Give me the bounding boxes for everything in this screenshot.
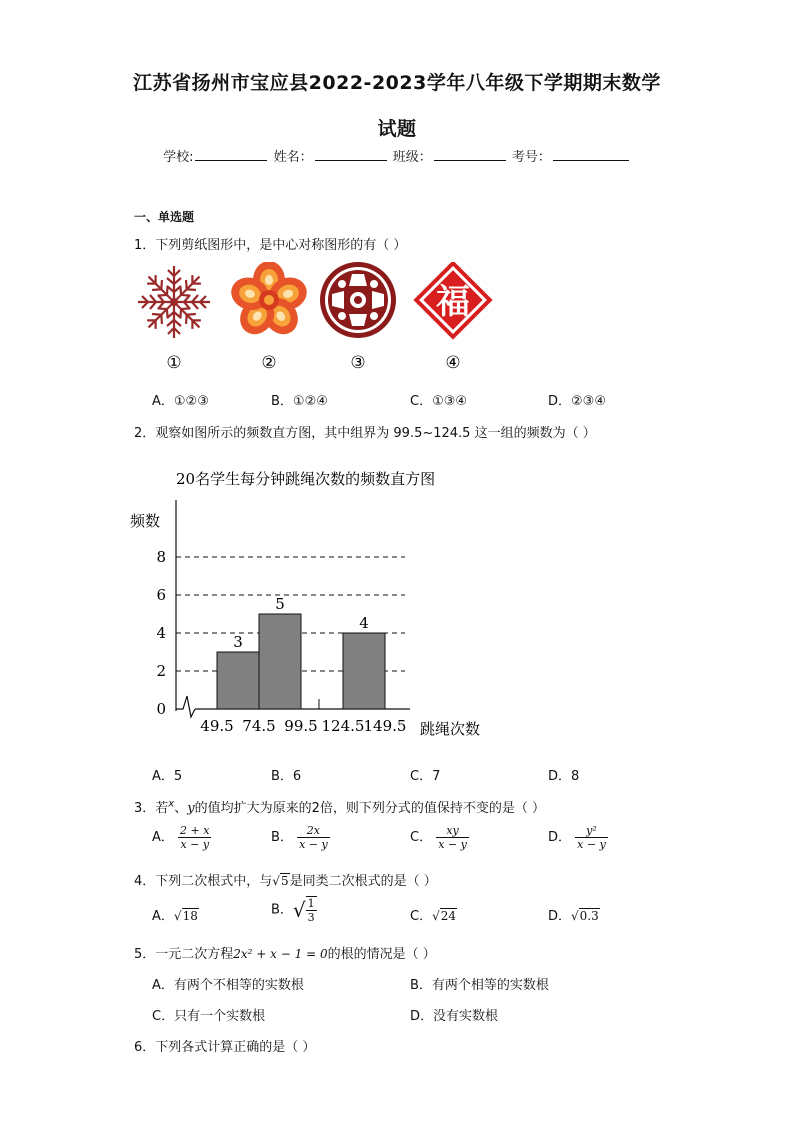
q4-frac-b [306, 896, 317, 924]
page-title: 江苏省扬州市宝应县2022-2023学年八年级下学期期末数学 [133, 72, 661, 94]
x-tick-label: 149.5 [363, 717, 407, 735]
flower-figure [227, 262, 311, 341]
q4-stem-b: 是同类二次根式的是（ ） [289, 874, 437, 889]
class-label: 班级： [392, 150, 432, 165]
q1-figures [132, 262, 502, 374]
q4-option-b[interactable] [271, 896, 317, 924]
q1-option-d[interactable]: D．②③④ [548, 394, 606, 409]
class-blank[interactable] [434, 148, 506, 161]
q3-option-a[interactable] [152, 824, 211, 851]
q4-stem-a: 4．下列二次根式中，与 [134, 874, 273, 889]
q5-option-a[interactable]: A．有两个不相等的实数根 [152, 978, 304, 993]
q3-den-d: x − y [577, 838, 606, 851]
q3-den-a: x − y [180, 838, 210, 851]
histogram-chart [120, 460, 520, 750]
q4-radicand-d: 0.3 [579, 909, 599, 923]
q3-num-d: y² [586, 824, 597, 837]
y-axis-label: 频数 [130, 512, 161, 530]
q3-frac-b [297, 824, 330, 851]
fu-character: 福 [436, 282, 470, 322]
x-tick-label: 124.5 [321, 717, 365, 735]
q4-label-c: C． [410, 909, 433, 924]
section-heading: 一、单选题 [134, 210, 195, 224]
figure-label-3: ③ [350, 353, 366, 373]
q4-label-b: B． [271, 902, 293, 918]
q2-option-b[interactable]: B．6 [271, 769, 302, 784]
q4-sqrt-a: √18 [173, 909, 198, 923]
school-blank[interactable] [195, 148, 267, 161]
y-tick-label: 2 [156, 662, 166, 680]
y-tick-label: 4 [156, 624, 166, 642]
q3-frac-a [178, 824, 211, 851]
x-tick-label: 49.5 [200, 717, 234, 735]
q4-stem [134, 870, 437, 889]
q5-option-d[interactable]: D．没有实数根 [410, 1009, 499, 1024]
q6-stem: 6．下列各式计算正确的是（ ） [134, 1040, 316, 1055]
q1-option-c[interactable]: C．①③④ [410, 394, 468, 409]
y-tick-label: 0 [156, 700, 166, 718]
y-tick-label: 8 [156, 548, 166, 566]
q3-label-d: D． [548, 830, 572, 845]
q4-radicand-c: 24 [440, 909, 457, 923]
student-info-line [0, 146, 794, 165]
name-blank[interactable] [315, 148, 387, 161]
q3-option-c[interactable] [410, 824, 469, 851]
q3-den-c: x − y [438, 838, 467, 851]
snowflake-figure [138, 266, 210, 338]
figure-label-2: ② [261, 353, 277, 373]
q4-label-d: D． [548, 909, 572, 924]
fu-figure [413, 262, 492, 340]
q4-frac-den: 3 [307, 911, 315, 924]
histogram-bar [343, 633, 385, 709]
histogram-bar [217, 652, 259, 709]
q3-sep: 、 [174, 801, 188, 816]
figure-label-1: ① [166, 353, 182, 373]
q3-label-c: C． [410, 830, 433, 845]
q4-option-c[interactable] [410, 905, 457, 924]
x-tick-label: 74.5 [242, 717, 276, 735]
q4-option-a[interactable] [152, 905, 199, 924]
figure-label-4: ④ [445, 353, 461, 373]
q4-frac-num: 1 [307, 897, 315, 910]
q3-option-d[interactable] [548, 824, 608, 851]
name-label: 姓名： [273, 150, 313, 165]
bar-value-label: 4 [359, 614, 369, 632]
q1-option-a[interactable]: A．①②③ [152, 394, 209, 409]
q4-radicand-a: 18 [182, 909, 198, 923]
q4-sqrt-d: √0.3 [571, 909, 599, 923]
school-label: 学校: [163, 150, 194, 165]
q4-label-a: A． [152, 909, 174, 924]
bar-value-label: 3 [233, 633, 243, 651]
exam-no-blank[interactable] [553, 148, 629, 161]
x-axis-label: 跳绳次数 [420, 720, 481, 738]
q5-stem [134, 943, 436, 962]
exam-no-label: 考号： [511, 150, 551, 165]
q1-option-b[interactable]: B．①②④ [271, 394, 328, 409]
histogram-bar [259, 614, 301, 709]
q4-option-d[interactable] [548, 905, 600, 924]
q3-num-b: 2x [306, 824, 320, 837]
q4-sqrt-c: √24 [432, 909, 457, 923]
q3-label-a: A． [152, 830, 174, 845]
q5-option-c[interactable]: C．只有一个实数根 [152, 1009, 266, 1024]
bar-value-label: 5 [275, 595, 285, 613]
q3-den-b: x − y [299, 838, 328, 851]
q2-option-a[interactable]: A．5 [152, 769, 183, 784]
q3-num-c: xy [446, 824, 459, 837]
axis-break [176, 696, 195, 717]
q2-stem: 2．观察如图所示的频数直方图，其中组界为 99.5~124.5 这一组的频数为（ ） [134, 426, 596, 441]
q3-option-b[interactable] [271, 824, 330, 851]
sqrt-5-radicand: 5 [280, 874, 289, 888]
q3-stem [134, 797, 545, 816]
chart-title: 20名学生每分钟跳绳次数的频数直方图 [176, 470, 436, 488]
page-title-line2: 试题 [377, 118, 417, 140]
q4-sqrt-b-sign: √ [292, 898, 306, 922]
q5-stem-b: 的根的情况是（ ） [327, 947, 436, 962]
q5-stem-a: 5．一元二次方程 [134, 947, 234, 962]
x-tick-label: 99.5 [284, 717, 318, 735]
medallion-figure [320, 262, 396, 338]
q3-num-a: 2 + x [180, 824, 210, 837]
q1-stem: 1．下列剪纸图形中，是中心对称图形的有（ ） [134, 238, 407, 253]
q3-stem-a: 3．若 [134, 801, 169, 816]
q3-var-x: x [168, 798, 175, 810]
q3-var-y: y [187, 801, 195, 816]
q3-frac-d [575, 824, 608, 851]
q5-equation: 2x² + x − 1 = 0 [233, 947, 328, 961]
q3-frac-c [436, 824, 469, 851]
q3-label-b: B． [271, 830, 293, 845]
sqrt-5: √5 [272, 874, 289, 888]
q3-stem-b: 的值均扩大为原来的2倍，则下列分式的值保持不变的是（ ） [194, 801, 545, 816]
q5-option-b[interactable]: B．有两个相等的实数根 [410, 978, 549, 993]
y-tick-label: 6 [156, 586, 166, 604]
q2-option-d[interactable]: D．8 [548, 769, 580, 784]
q2-option-c[interactable]: C．7 [410, 769, 441, 784]
